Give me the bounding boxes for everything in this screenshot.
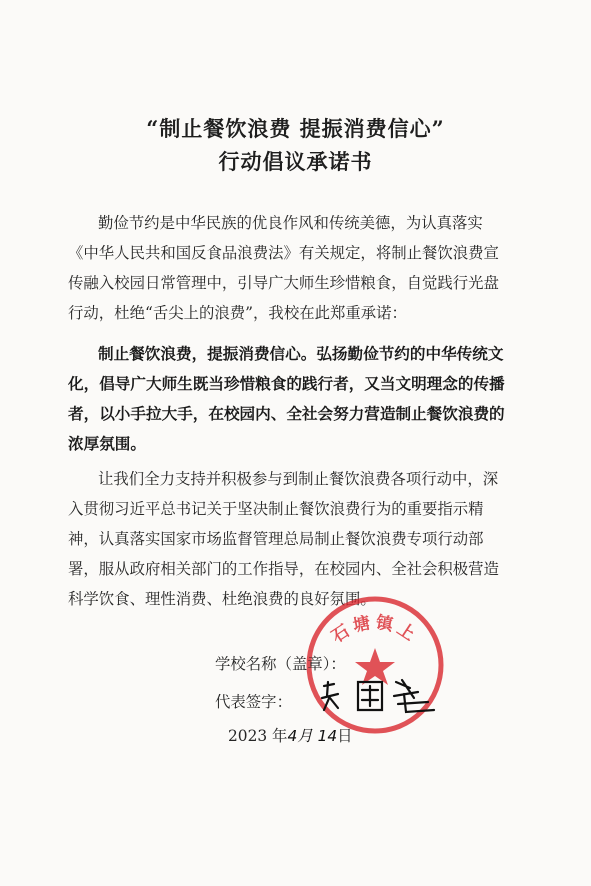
- paragraph-intro: [68, 208, 528, 328]
- school-name-field: [215, 652, 346, 674]
- seal-text: 石塘镇上: [328, 612, 422, 648]
- date-day: 14: [317, 727, 338, 745]
- paragraph-line: 入贯彻习近平总书记关于坚决制止餐饮浪费行为的重要指示精: [68, 500, 484, 518]
- paragraph-call-to-action: [68, 464, 528, 614]
- svg-text:石塘镇上: [328, 612, 422, 648]
- date-field: [228, 724, 353, 746]
- paragraph-line: 《中华人民共和国反食品浪费法》有关规定，将制止餐饮浪费宣: [68, 244, 499, 262]
- paragraph-line: 署，服从政府相关部门的工作指导，在校园内、全社会积极营造: [68, 560, 499, 578]
- representative-field: [215, 690, 292, 712]
- paragraph-line: 化，倡导广大师生既当珍惜粮食的践行者，又当文明理念的传播: [68, 375, 505, 393]
- date-month-unit: 月: [297, 727, 313, 745]
- document-title-line1: “制止餐饮浪费 提振消费信心”: [146, 116, 445, 141]
- paragraph-line: 神，认真落实国家市场监督管理总局制止餐饮浪费专项行动部: [68, 530, 484, 548]
- paragraph-line: 科学饮食、理性消费、杜绝浪费的良好氛围。: [68, 590, 376, 608]
- paragraph-line: 勤俭节约是中华民族的优良作风和传统美德，为认真落实: [98, 214, 483, 232]
- handwritten-signature: [318, 676, 438, 718]
- paragraph-commitment: [68, 339, 528, 459]
- date-month: 4: [287, 727, 298, 745]
- paragraph-line: 行动，杜绝“舌尖上的浪费”，我校在此郑重承诺：: [68, 304, 407, 322]
- date-day-unit: 日: [337, 727, 353, 745]
- document-title-line2: 行动倡议承诺书: [218, 149, 373, 174]
- paragraph-line: 制止餐饮浪费，提振消费信心。弘扬勤俭节约的中华传统文: [98, 345, 504, 363]
- school-name-label: 学校名称（盖章）：: [215, 655, 346, 673]
- paragraph-line: 者，以小手拉大手，在校园内、全社会努力营造制止餐饮浪费的: [68, 405, 505, 423]
- representative-label: 代表签字：: [215, 693, 292, 711]
- paragraph-line: 传融入校园日常管理中，引导广大师生珍惜粮食，自觉践行光盘: [68, 274, 499, 292]
- paragraph-line: 让我们全力支持并积极参与到制止餐饮浪费各项行动中，深: [98, 470, 499, 488]
- date-year: 2023 年: [228, 727, 288, 745]
- paragraph-line: 浓厚氛围。: [68, 435, 146, 453]
